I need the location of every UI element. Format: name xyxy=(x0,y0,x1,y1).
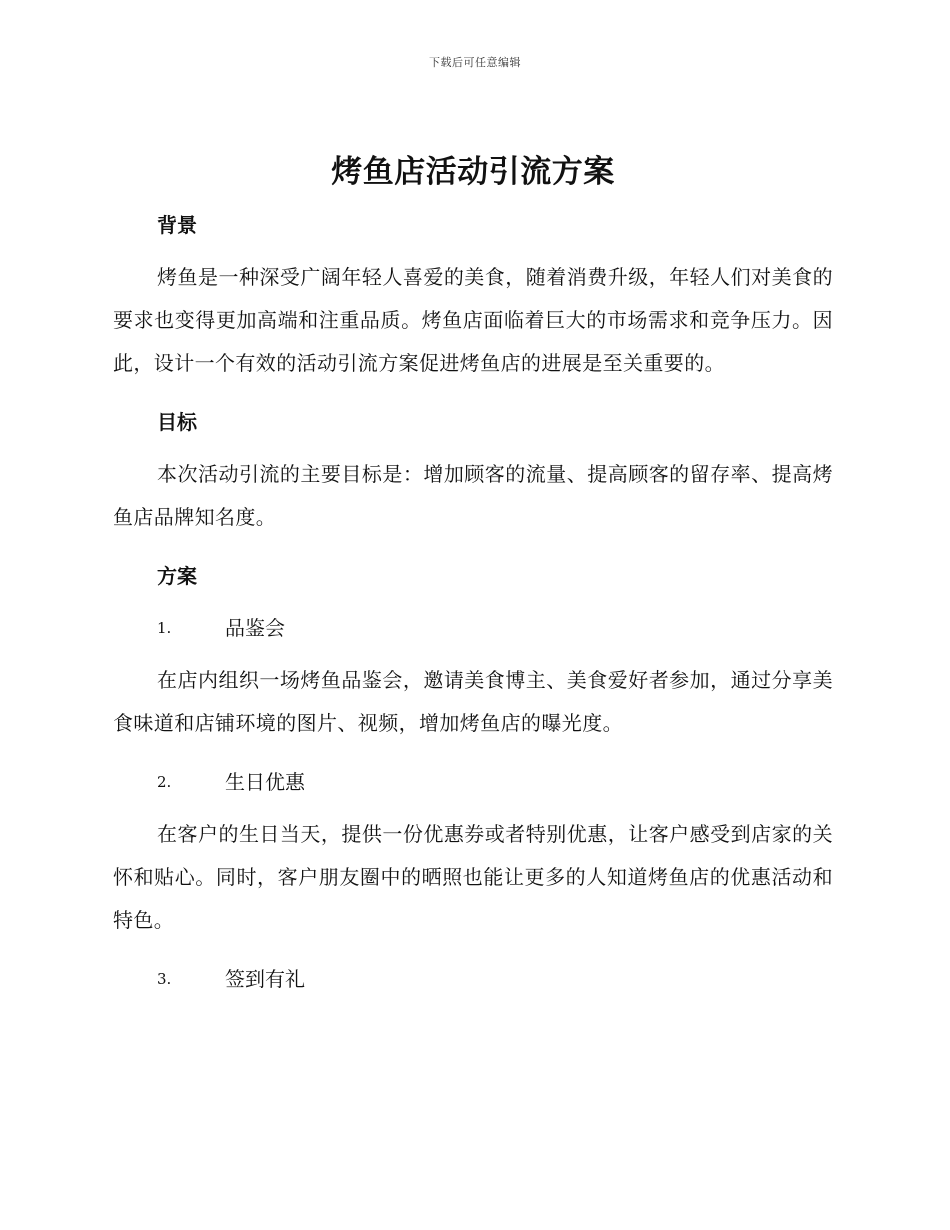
spacer xyxy=(113,745,833,767)
plan-item-number: 3. xyxy=(157,970,172,988)
plan-item-title: 品鉴会 xyxy=(225,616,285,640)
spacer xyxy=(113,240,833,256)
page-header-note: 下载后可任意编辑 xyxy=(429,56,521,69)
document-content xyxy=(113,148,833,994)
plan-item-1 xyxy=(113,613,833,643)
spacer xyxy=(113,797,833,813)
section-heading-goal: 目标 xyxy=(157,410,197,434)
plan-item-1-paragraph: 在店内组织一场烤鱼品鉴会，邀请美食博主、美食爱好者参加，通过分享美食味道和店铺环境的图片、视频，增加烤鱼店的曝光度。 xyxy=(113,668,833,735)
plan-item-number: 2. xyxy=(157,773,172,791)
spacer xyxy=(113,539,833,561)
plan-item-title: 签到有礼 xyxy=(225,967,305,991)
plan-item-title: 生日优惠 xyxy=(225,770,305,794)
section-heading-plan: 方案 xyxy=(157,564,197,588)
plan-item-2-paragraph: 在客户的生日当天，提供一份优惠券或者特别优惠，让客户感受到店家的关怀和贴心。同时，客户朋友圈中的晒照也能让更多的人知道烤鱼店的优惠活动和特色。 xyxy=(113,822,833,932)
plan-item-number: 1. xyxy=(157,619,172,637)
spacer xyxy=(113,591,833,613)
plan-item-2 xyxy=(113,767,833,797)
background-paragraph: 烤鱼是一种深受广阔年轻人喜爱的美食，随着消费升级，年轻人们对美食的要求也变得更加高端和注重品质。烤鱼店面临着巨大的市场需求和竞争压力。因此，设计一个有效的活动引流方案促进烤鱼店的进展是至关重要的。 xyxy=(113,265,833,375)
plan-item-3 xyxy=(113,964,833,994)
document-title: 烤鱼店活动引流方案 xyxy=(331,154,615,190)
spacer xyxy=(113,437,833,453)
spacer xyxy=(113,385,833,407)
goal-paragraph: 本次活动引流的主要目标是：增加顾客的流量、提高顾客的留存率、提高烤鱼店品牌知名度。 xyxy=(113,462,833,529)
section-heading-background: 背景 xyxy=(157,213,197,237)
spacer xyxy=(113,643,833,659)
spacer xyxy=(113,942,833,964)
